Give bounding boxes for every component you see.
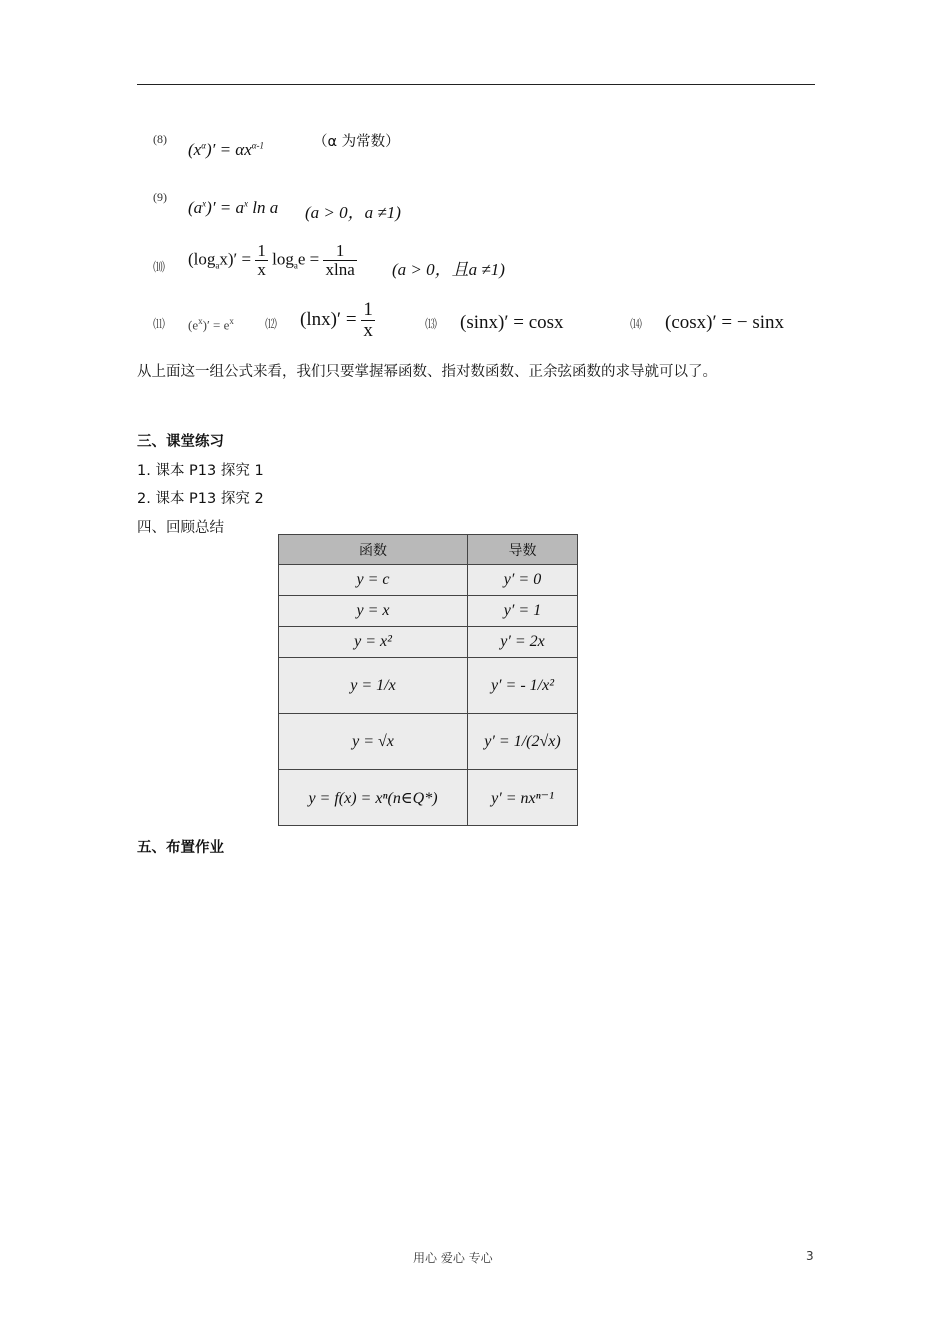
formula-12-number: ⑿ — [265, 317, 278, 331]
table-row — [279, 770, 578, 826]
table-cell-function: y = √x — [279, 714, 468, 770]
formula-9-number: (9) — [153, 190, 167, 204]
formula-8-note: （α 为常数） — [313, 134, 400, 150]
formula-9: $(a^x)' = a^x$ ln a — [188, 198, 279, 217]
page-number: 3 — [806, 1249, 814, 1263]
table-row — [279, 714, 578, 770]
section-5-heading: 五、布置作业 — [137, 840, 224, 856]
table-cell-derivative: y′ = 1/(2√x) — [468, 714, 578, 770]
section-4-heading: 四、回顾总结 — [137, 520, 224, 536]
column-header-function: 函数 — [279, 535, 468, 565]
practice-item-2: 2. 课本 P13 探究 2 — [137, 491, 264, 507]
table-row — [279, 658, 578, 714]
formula-10-condition: (a > 0，且a ≠1) — [392, 260, 505, 279]
footer-motto: 用心 爱心 专心 — [413, 1251, 493, 1265]
table-cell-function: y = f(x) = xⁿ(n∈Q*) — [279, 770, 468, 826]
table-row — [279, 596, 578, 627]
formula-11: $(e^x)' = e^x$ — [188, 316, 234, 333]
formula-14-number: ⒁ — [630, 317, 643, 331]
formula-14: (cosx)′ = − sinx — [665, 312, 784, 333]
section-3-heading: 三、课堂练习 — [137, 434, 224, 450]
column-header-derivative: 导数 — [468, 535, 578, 565]
table-cell-derivative: y′ = 2x — [468, 627, 578, 658]
table-header-row — [279, 535, 578, 565]
table-cell-derivative: y′ = 1 — [468, 596, 578, 627]
practice-item-1: 1. 课本 P13 探究 1 — [137, 463, 264, 479]
formula-8-number: (8) — [153, 132, 167, 146]
table-cell-derivative: y′ = - 1/x² — [468, 658, 578, 714]
formula-13-number: ⒀ — [425, 317, 438, 331]
derivative-table — [278, 534, 578, 826]
header-rule — [137, 84, 815, 85]
table-cell-derivative: y′ = 0 — [468, 565, 578, 596]
table-row — [279, 565, 578, 596]
formula-8: $(x^\alpha)' = \alpha x^{\alpha-1}$ — [188, 140, 265, 159]
table-cell-function: y = x² — [279, 627, 468, 658]
formula-11-number: ⑾ — [153, 317, 166, 331]
formula-12: (lnx)′ = $\frac{1}{x}$ — [300, 299, 373, 341]
formula-10-number: ⑽ — [153, 260, 166, 274]
formula-13: (sinx)′ = cosx — [460, 312, 564, 333]
table-cell-function: y = x — [279, 596, 468, 627]
table-cell-function: y = 1/x — [279, 658, 468, 714]
table-cell-derivative: y′ = nxⁿ⁻¹ — [468, 770, 578, 826]
formula-9-condition: (a > 0，a ≠1) — [305, 203, 401, 222]
table-cell-function: y = c — [279, 565, 468, 596]
formula-10: $(\log_ax)'$ = $\frac{1}{x}$ $\log_ae$ = $\frac{1}{xlna}$ — [188, 241, 355, 279]
table-row — [279, 627, 578, 658]
summary-line: 从上面这一组公式来看，我们只要掌握幂函数、指对数函数、正余弦函数的求导就可以了。 — [137, 364, 717, 380]
